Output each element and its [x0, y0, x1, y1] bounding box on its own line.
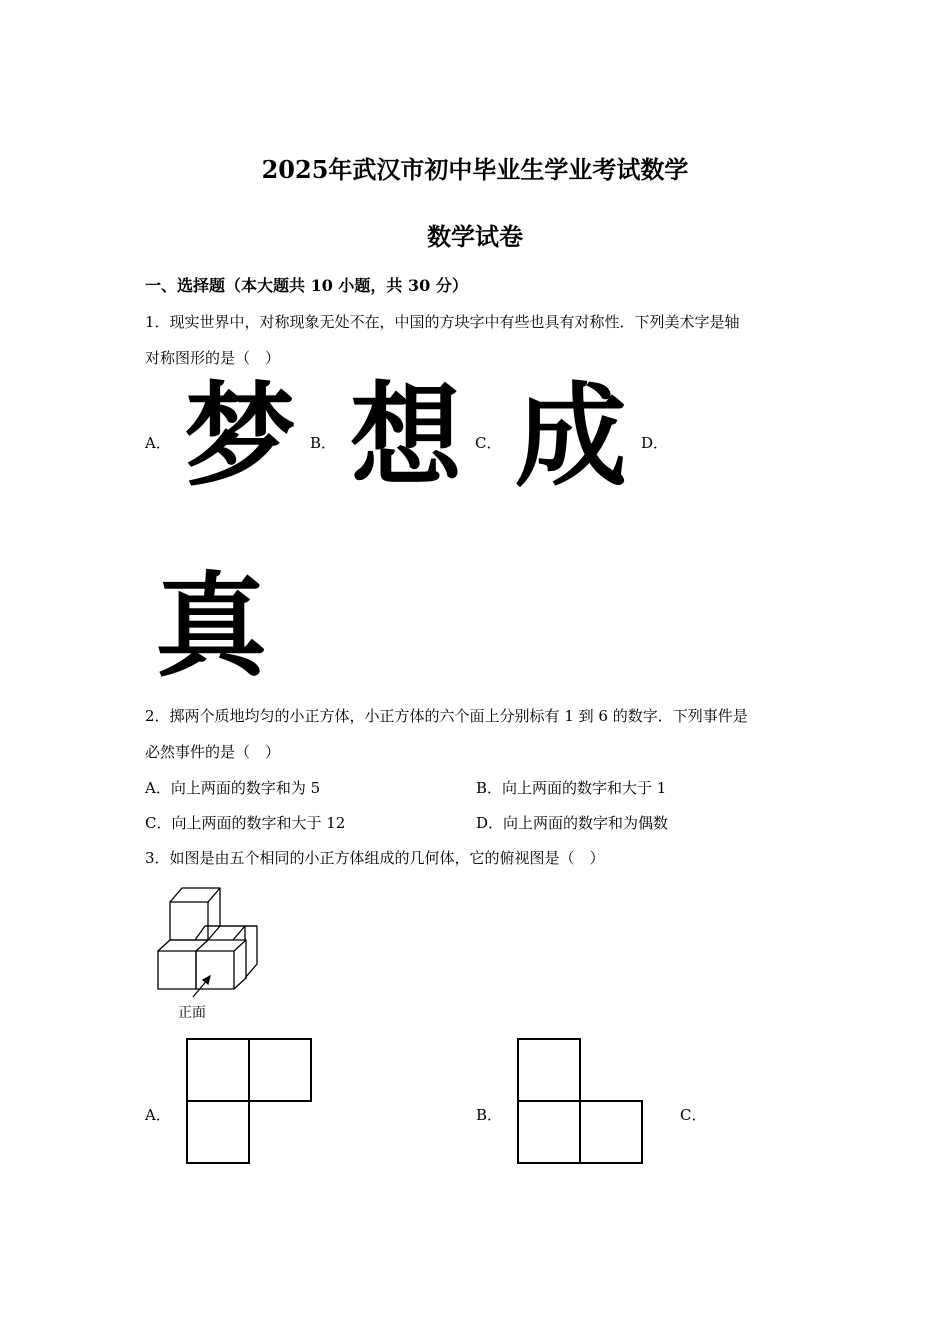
q3-figure-caption: 正面: [178, 1005, 206, 1021]
page-subtitle: 数学试卷: [427, 222, 523, 251]
q3-option-b-label: B．: [476, 1106, 503, 1124]
page-title: 2025年武汉市初中毕业生学业考试数学: [261, 155, 689, 184]
q2-option-b: B．向上两面的数字和大于 1: [476, 779, 667, 797]
q1-stem-line2: 对称图形的是（ ）: [145, 349, 281, 367]
q1-option-b-glyph: 想: [350, 372, 462, 502]
q2-stem-line2: 必然事件的是（ ）: [145, 743, 281, 761]
q1-option-a-label: A．: [145, 434, 171, 452]
q2-option-a: A．向上两面的数字和为 5: [145, 779, 321, 797]
q2-stem-line1: 2．掷两个质地均匀的小正方体，小正方体的六个面上分别标有 1 到 6 的数字．下列事件是: [145, 707, 748, 725]
q1-option-d-glyph: 真: [155, 562, 267, 692]
q1-option-b-label: B．: [310, 434, 337, 452]
q1-option-d-label: D．: [641, 434, 669, 452]
q3-cube-figure: [155, 885, 265, 1010]
q1-stem-line1: 1．现实世界中，对称现象无处不在，中国的方块字中有些也具有对称性．下列美术字是轴: [145, 313, 740, 331]
q2-option-c: C．向上两面的数字和大于 12: [145, 814, 346, 832]
q2-option-d: D．向上两面的数字和为偶数: [476, 814, 669, 832]
q3-stem: 3．如图是由五个相同的小正方体组成的几何体，它的俯视图是（ ）: [145, 849, 605, 867]
q3-option-a-label: A．: [145, 1106, 171, 1124]
q1-option-c-glyph: 成: [515, 372, 627, 502]
section-heading: 一、选择题（本大题共 10 小题，共 30 分）: [145, 276, 468, 295]
q3-option-a-figure: [186, 1038, 314, 1164]
q3-option-b-figure: [517, 1038, 645, 1164]
q1-option-a-glyph: 梦: [184, 372, 296, 502]
q3-option-c-label: C．: [680, 1106, 707, 1124]
q1-option-c-label: C．: [475, 434, 502, 452]
